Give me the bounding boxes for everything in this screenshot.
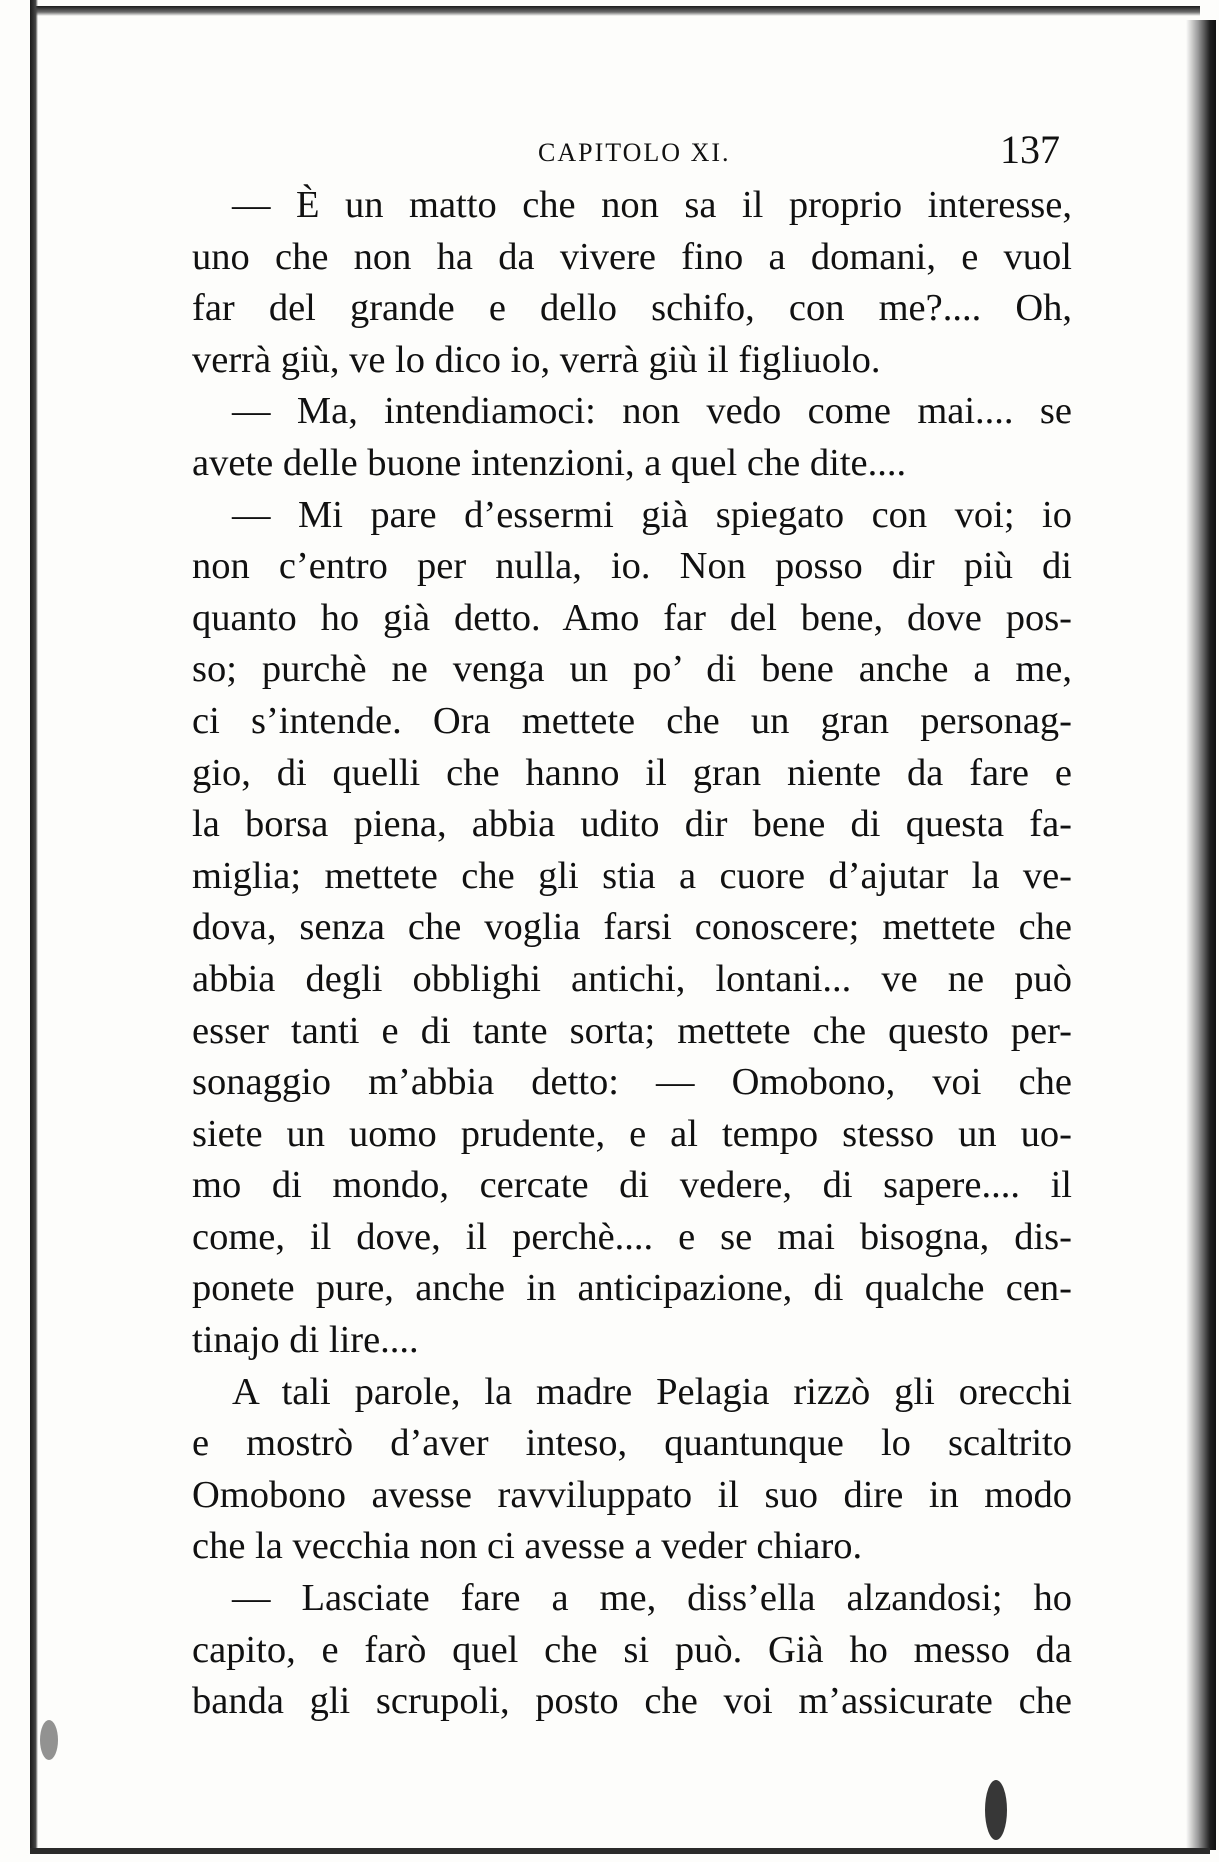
text-line: che la vecchia non ci avesse a veder chiaro. <box>192 1525 863 1568</box>
text-line: esser tanti e di tante sorta; mettete che questo per- <box>192 1009 1072 1052</box>
scan-edge-bottom <box>30 1848 1210 1854</box>
text-line: non c’entro per nulla, io. Non posso dir più di <box>192 545 1072 588</box>
page-header <box>190 127 1080 180</box>
text-line: banda gli scrupoli, posto che voi m’assicurate che <box>192 1680 1072 1723</box>
text-line: uno che non ha da vivere fino a domani, e vuol <box>192 235 1072 278</box>
text-line: quanto ho già detto. Amo far del bene, dove pos- <box>192 596 1072 639</box>
page-number: 137 <box>1000 127 1060 172</box>
text-line: capito, e farò quel che si può. Già ho messo da <box>192 1628 1072 1671</box>
text-line: — Mi pare d’essermi già spiegato con voi; io <box>232 493 1072 536</box>
text-line: la borsa piena, abbia udito dir bene di questa fa- <box>192 803 1072 846</box>
scan-edge-left <box>30 0 38 1850</box>
text-line: far del grande e dello schifo, con me?.... Oh, <box>192 287 1072 330</box>
text-line: Omobono avesse ravviluppato il suo dire in modo <box>192 1473 1072 1516</box>
ink-smudge <box>985 1780 1007 1840</box>
text-line: verrà giù, ve lo dico io, verrà giù il figliuolo. <box>192 338 881 381</box>
scan-edge-right <box>1186 20 1216 1850</box>
text-line: A tali parole, la madre Pelagia rizzò gli orecchi <box>232 1370 1072 1413</box>
text-line: dova, senza che voglia farsi conoscere; mettete che <box>192 906 1072 949</box>
text-line: tinajo di lire.... <box>192 1319 419 1362</box>
text-line: miglia; mettete che gli stia a cuore d’ajutar la ve- <box>192 854 1072 897</box>
text-line: sonaggio m’abbia detto: — Omobono, voi che <box>192 1061 1072 1104</box>
text-line: ci s’intende. Ora mettete che un gran personag- <box>192 699 1072 742</box>
text-line: so; purchè ne venga un po’ di bene anche a me, <box>192 648 1072 691</box>
text-line: — È un matto che non sa il proprio interesse, <box>232 184 1072 226</box>
ink-smudge <box>40 1720 58 1760</box>
scan-edge-top <box>30 6 1200 16</box>
running-head: CAPITOLO XI. <box>538 138 731 167</box>
text-line: avete delle buone intenzioni, a quel che dite.... <box>192 441 907 484</box>
text-line: come, il dove, il perchè.... e se mai bisogna, dis- <box>192 1215 1072 1258</box>
text-line: ponete pure, anche in anticipazione, di qualche cen- <box>192 1267 1072 1310</box>
text-line: gio, di quelli che hanno il gran niente da fare e <box>192 751 1072 794</box>
text-line: siete un uomo prudente, e al tempo stesso un uo- <box>192 1112 1072 1155</box>
text-line: — Lasciate fare a me, diss’ella alzandosi; ho <box>232 1577 1072 1620</box>
body-text <box>192 180 1072 1728</box>
text-line: mo di mondo, cercate di vedere, di sapere.... il <box>192 1164 1072 1207</box>
text-line: e mostrò d’aver inteso, quantunque lo scaltrito <box>192 1422 1072 1465</box>
text-line: abbia degli obblighi antichi, lontani... ve ne può <box>192 957 1072 1000</box>
text-line: — Ma, intendiamoci: non vedo come mai.... se <box>232 390 1072 433</box>
